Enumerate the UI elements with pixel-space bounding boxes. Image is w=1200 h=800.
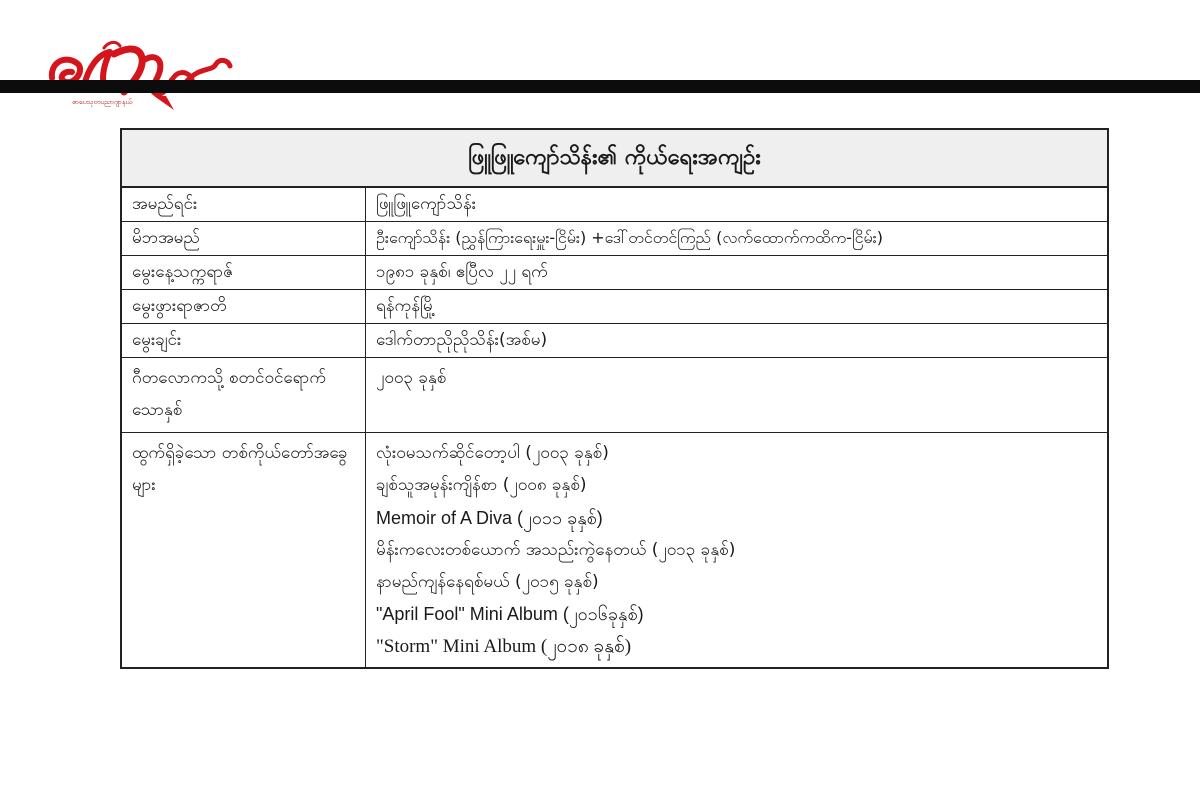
list-item: မိန်းကလေးတစ်ယောက် အသည်းကွဲနေတယ် (၂၀၁၃ ခုနှစ်) [376,539,736,560]
list-item: ချစ်သူအမုန်းကျိန်စာ (၂၀၀၈ ခုနှစ်) [376,475,587,496]
row-value: ၂၀၀၃ ခုနှစ် [376,368,447,388]
row-value: ဒေါက်တာညိုညိုသိန်း(အစ်မ) [376,330,548,350]
albums-label: ထွက်ရှိခဲ့သော တစ်ကိုယ်တော်အခွေများ [122,433,366,667]
table-row [122,256,1107,290]
table-row [122,290,1107,324]
row-value: ဖြူဖြူကျော်သိန်း [376,194,477,214]
table-title: ဖြူဖြူကျော်သိန်း၏ ကိုယ်ရေးအကျဉ်း [122,130,1107,188]
row-label: မွေးဖွားရာဇာတိ [122,290,366,323]
list-item: "Storm" Mini Album (၂၀၁၈ ခုနှစ်) [376,635,632,657]
row-label: မွေးနေ့သက္ကရာဇ် [122,256,366,289]
list-item: Memoir of A Diva (၂၀၁၁ ခုနှစ်) [376,507,603,528]
row-label: မိဘအမည် [122,222,366,255]
header-rule [0,80,1200,93]
biography-table [120,128,1109,669]
table-row [122,222,1107,256]
row-label: အမည်ရင်း [122,188,366,221]
table-row [122,324,1107,358]
row-label: မွေးချင်း [122,324,366,357]
list-item: "April Fool" Mini Album (၂၀၁၆ခုနှစ်) [376,604,644,625]
table-row [122,358,1107,433]
list-item: နာမည်ကျန်နေရစ်မယ် (၂၀၁၅ ခုနှစ်) [376,572,599,593]
albums-list [366,433,1107,667]
row-value: ဦးကျော်သိန်း (ညွှန်ကြားရေးမှူး-ငြိမ်း) +ဒေါ်တင်တင်ကြည် (လက်ထောက်ကထိက-ငြိမ်း) [376,228,883,247]
row-value: ၁၉၈၁ ခုနှစ်၊ ဧပြီလ ၂၂ ရက် [376,262,548,282]
list-item: လုံးဝမသက်ဆိုင်တော့ပါ (၂၀၀၃ ခုနှစ်) [376,443,609,463]
row-label: ဂီတလောကသို့ စတင်ဝင်ရောက်သောနှစ် [122,358,366,432]
row-value: ရန်ကုန်မြို့ [376,296,436,316]
logo-subtitle: စာပေသုတပညာဂျာနယ် [72,98,133,106]
table-row [122,433,1107,667]
table-row [122,188,1107,222]
